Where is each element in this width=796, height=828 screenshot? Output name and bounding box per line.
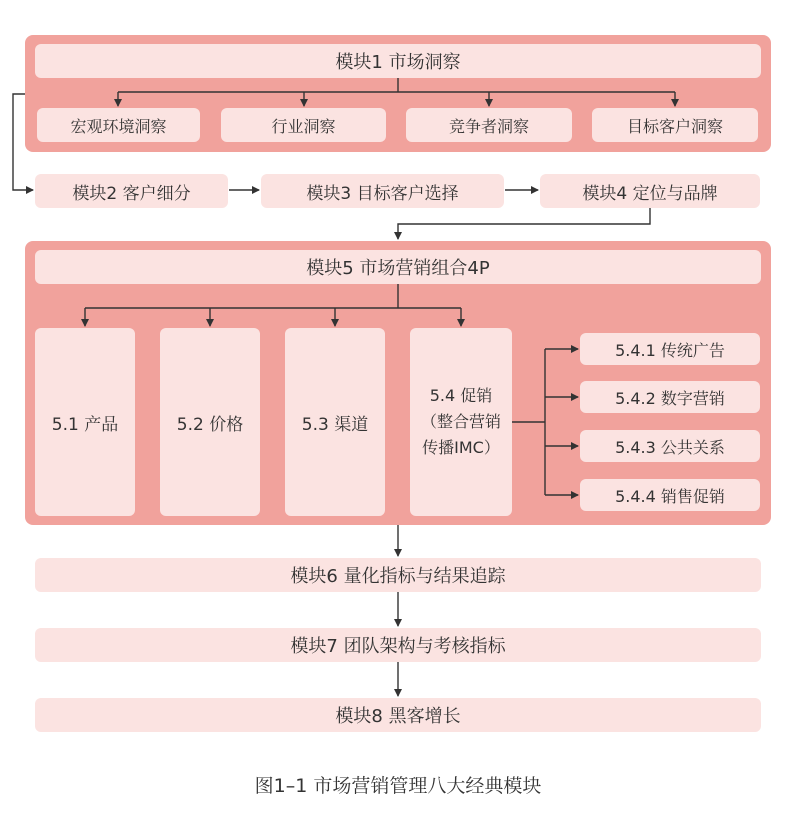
module1-title: 模块1 市场洞察 [35, 44, 761, 78]
module5-title: 模块5 市场营销组合4P [35, 250, 761, 284]
module4-box: 模块4 定位与品牌 [540, 174, 760, 208]
module8-box: 模块8 黑客增长 [35, 698, 761, 732]
promotion-item-digital-marketing: 5.4.2 数字营销 [580, 381, 760, 413]
module5-channel-column: 5.3 渠道 [285, 328, 385, 516]
module1-item-macro: 宏观环境洞察 [37, 108, 200, 142]
module7-box: 模块7 团队架构与考核指标 [35, 628, 761, 662]
promotion-item-sales-promotion: 5.4.4 销售促销 [580, 479, 760, 511]
module5-product-column: 5.1 产品 [35, 328, 135, 516]
figure-caption: 图1–1 市场营销管理八大经典模块 [254, 775, 542, 797]
module3-box: 模块3 目标客户选择 [261, 174, 504, 208]
module2-box: 模块2 客户细分 [35, 174, 228, 208]
promotion-line3: 传播IMC） [422, 438, 500, 457]
module1-item-industry: 行业洞察 [221, 108, 386, 142]
module6-box: 模块6 量化指标与结果追踪 [35, 558, 761, 592]
m4-to-m5-arrow [398, 208, 650, 239]
promotion-item-traditional-ads: 5.4.1 传统广告 [580, 333, 760, 365]
module1-item-target-customer: 目标客户洞察 [592, 108, 758, 142]
module5-price-column: 5.2 价格 [160, 328, 260, 516]
promotion-line2: （整合营销 [420, 412, 501, 431]
module1-item-competitor: 竞争者洞察 [406, 108, 572, 142]
promotion-line1: 5.4 促销 [429, 386, 493, 405]
module5-promotion-column [410, 328, 512, 516]
promotion-item-public-relations: 5.4.3 公共关系 [580, 430, 760, 462]
